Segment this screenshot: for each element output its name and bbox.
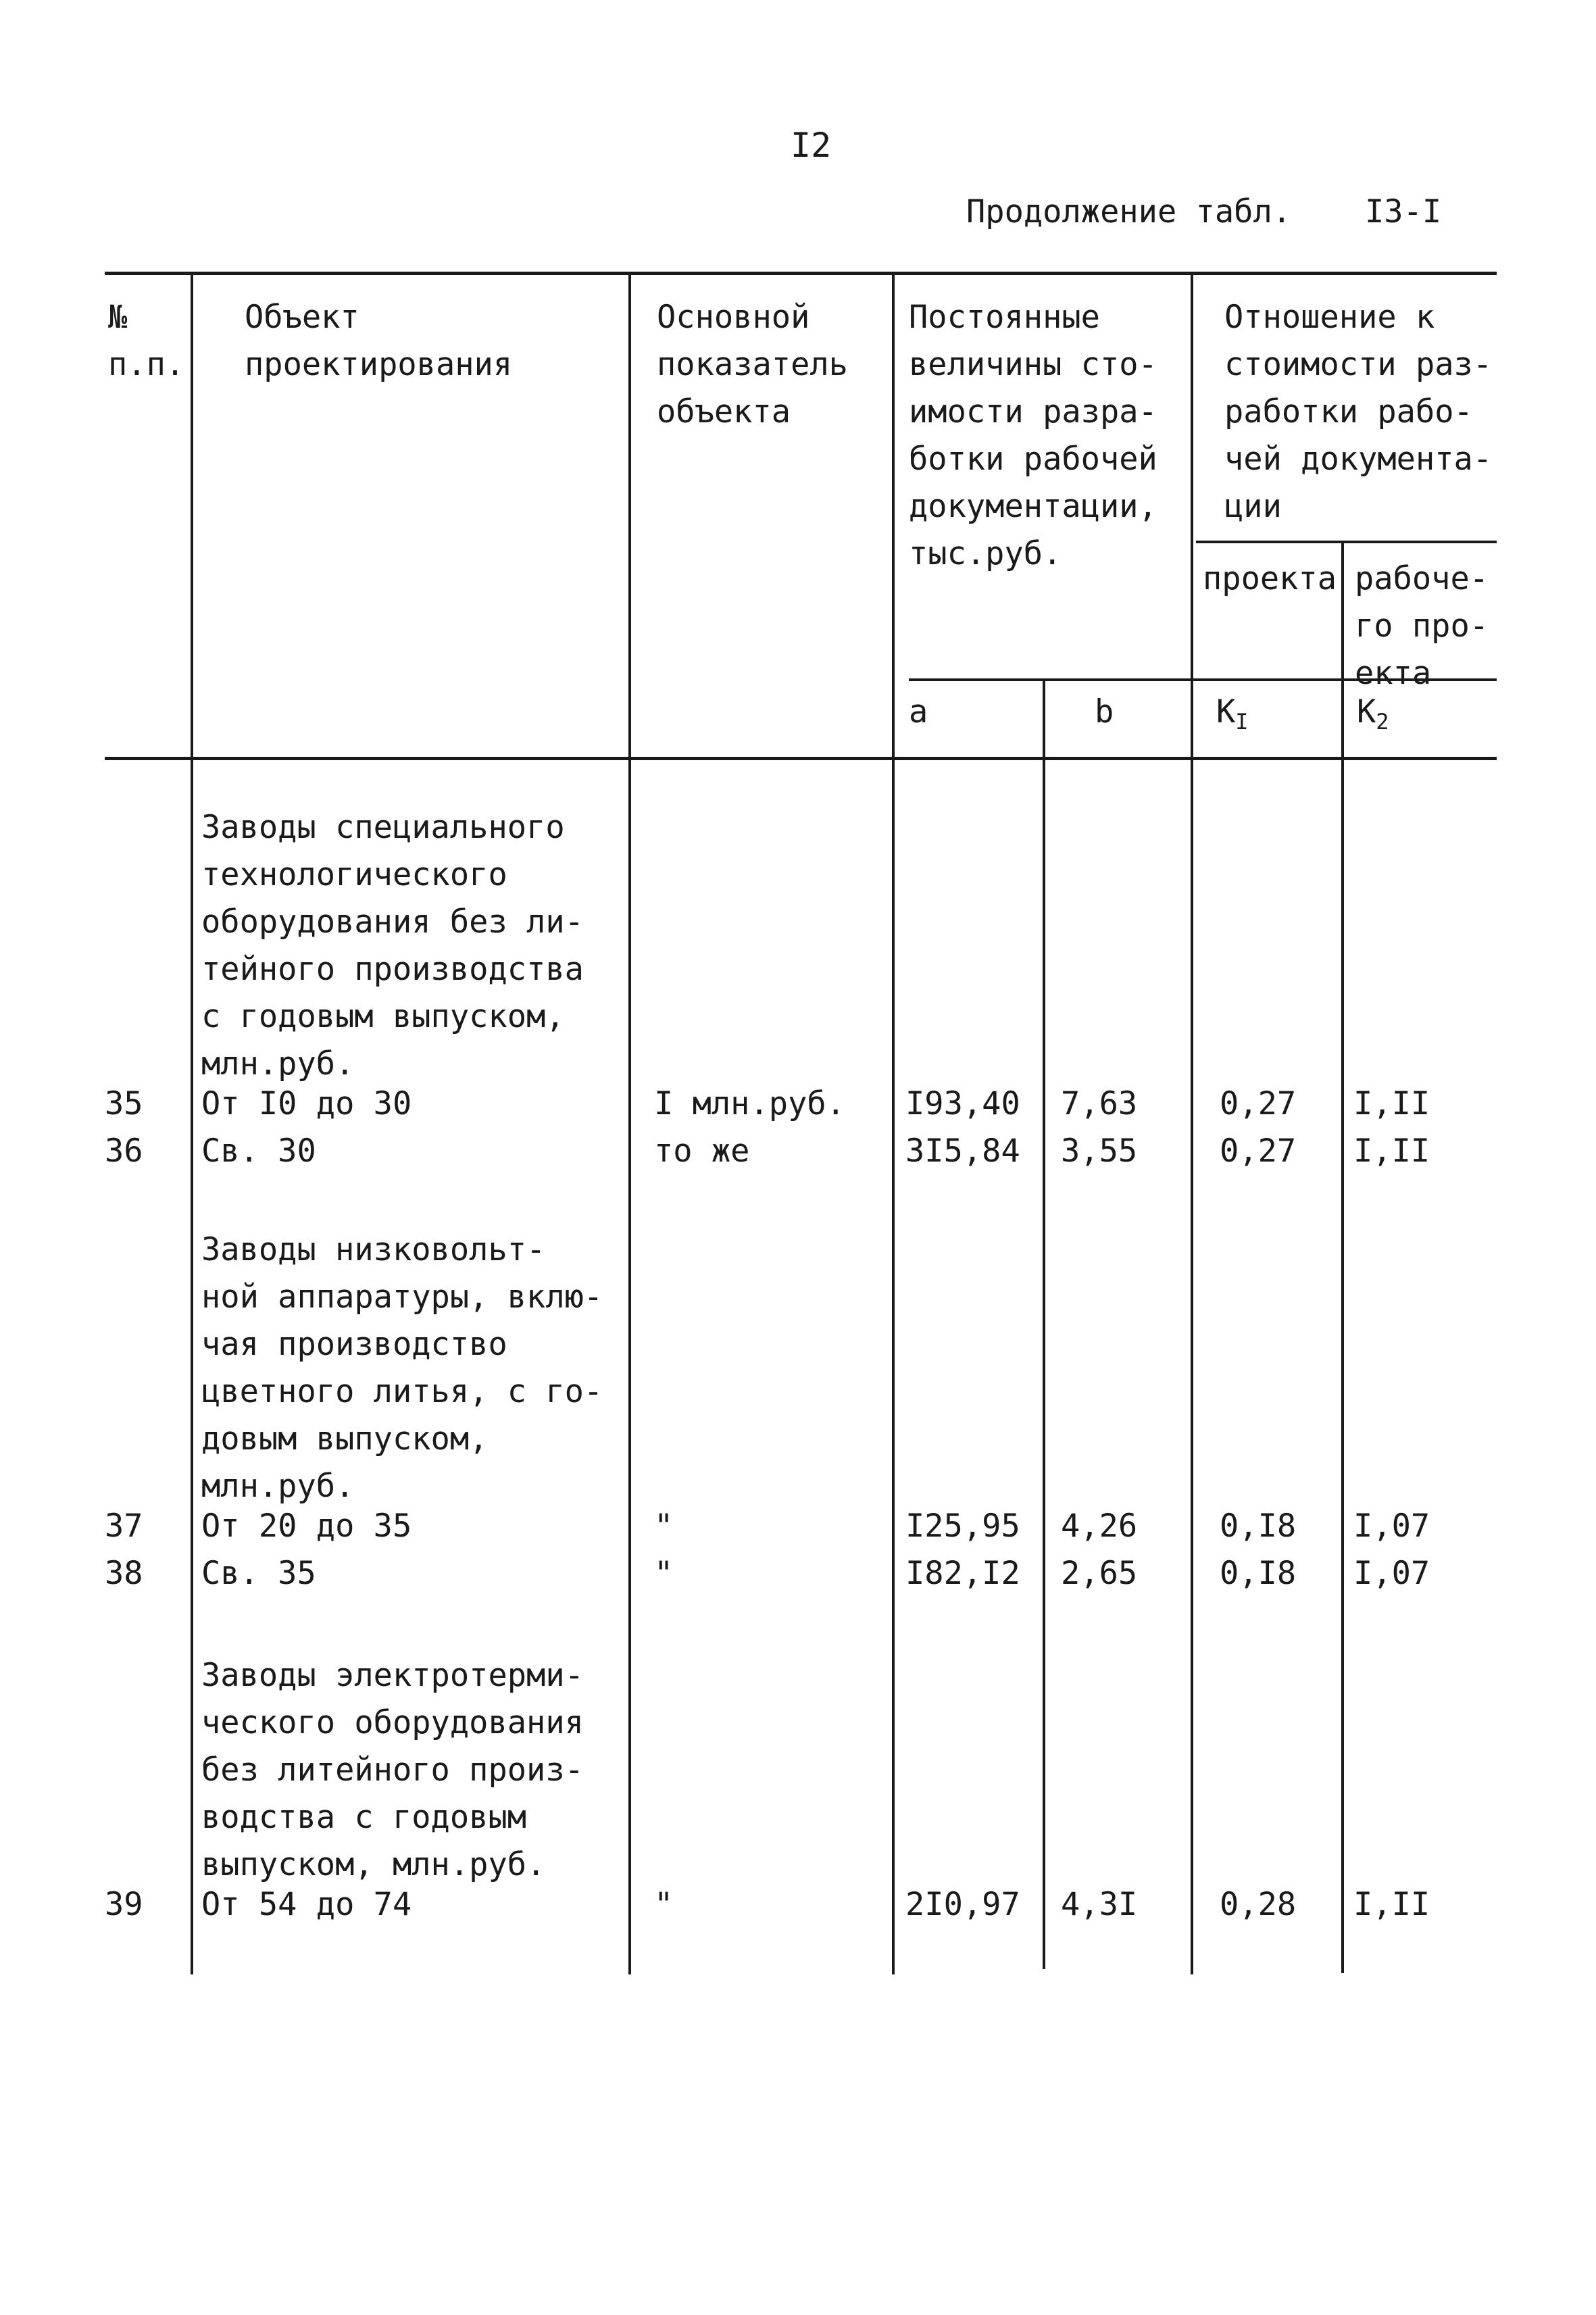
row-b: 4,26: [1061, 1508, 1138, 1545]
col-divider-3: [892, 272, 895, 1974]
row-object: От I0 до 30: [201, 1085, 412, 1122]
header-k2: [1357, 693, 1389, 735]
row-k1: 0,27: [1220, 1132, 1297, 1170]
header-ratio: Отношение к стоимости раз- работки рабо- чей документа- ции: [1224, 299, 1493, 525]
row-indicator: ": [654, 1886, 674, 1923]
header-bottom-rule: [105, 757, 1497, 760]
header-project: проекта: [1203, 560, 1337, 597]
continuation-label: Продолжение табл.: [966, 193, 1292, 230]
row-object: Св. 30: [201, 1132, 316, 1170]
page-number: I2: [791, 126, 832, 165]
k2-subscript: 2: [1376, 709, 1389, 735]
row-a: I82,I2: [905, 1555, 1020, 1592]
row-indicator: I млн.руб.: [654, 1085, 845, 1122]
group-title: Заводы специального технологического оборудования без ли- тейного производства с годовым выпуском, млн.руб.: [201, 809, 584, 1082]
col-divider-2: [628, 272, 631, 1974]
k1-letter: К: [1216, 693, 1236, 730]
row-object: От 20 до 35: [201, 1508, 412, 1545]
row-b: 7,63: [1061, 1085, 1138, 1122]
row-k2: I,07: [1353, 1508, 1430, 1545]
row-indicator: ": [654, 1555, 674, 1592]
header-constants: Постоянные величины сто- имости разра- ботки рабочей документации, тыс.руб.: [909, 299, 1157, 572]
row-k1: 0,I8: [1220, 1508, 1297, 1545]
row-k2: I,II: [1353, 1085, 1430, 1122]
row-k1: 0,27: [1220, 1085, 1297, 1122]
header-col-a: а: [909, 693, 928, 730]
col-divider-1: [191, 272, 193, 1974]
row-b: 2,65: [1061, 1555, 1138, 1592]
col-divider-6: [1341, 541, 1344, 1973]
group-title: Заводы низковольт- ной аппаратуры, вклю- чая производство цветного литья, с го- довым выпуском, млн.руб.: [201, 1231, 603, 1505]
table-top-rule: [105, 272, 1497, 275]
header-work-project: рабоче- го про- екта: [1355, 560, 1489, 692]
row-object: Св. 35: [201, 1555, 316, 1592]
col-divider-5: [1191, 272, 1193, 1974]
ratio-divider-rule: [1196, 541, 1497, 543]
row-k2: I,II: [1353, 1132, 1430, 1170]
header-num: № п.п.: [108, 299, 185, 383]
row-a: I25,95: [905, 1508, 1020, 1545]
row-a: 2I0,97: [905, 1886, 1020, 1923]
row-a: 3I5,84: [905, 1132, 1020, 1170]
row-a: I93,40: [905, 1085, 1020, 1122]
row-num: 35: [105, 1085, 143, 1122]
row-k2: I,07: [1353, 1555, 1430, 1592]
row-b: 3,55: [1061, 1132, 1138, 1170]
row-indicator: ": [654, 1508, 674, 1545]
row-num: 39: [105, 1886, 143, 1923]
header-indicator: Основной показатель объекта: [657, 299, 848, 430]
row-k2: I,II: [1353, 1886, 1430, 1923]
row-num: 38: [105, 1555, 143, 1592]
row-b: 4,3I: [1061, 1886, 1138, 1923]
row-indicator: то же: [654, 1132, 750, 1170]
k1-subscript: I: [1235, 709, 1249, 735]
header-object: Объект проектирования: [245, 299, 513, 383]
row-k1: 0,28: [1220, 1886, 1297, 1923]
header-col-b: b: [1095, 693, 1114, 730]
row-num: 37: [105, 1508, 143, 1545]
row-object: От 54 до 74: [201, 1886, 412, 1923]
k2-letter: К: [1357, 693, 1376, 730]
table-id: I3-I: [1365, 193, 1442, 230]
group-title: Заводы электротерми- ческого оборудования без литейного произ- водства с годовым выпуском, млн.руб.: [201, 1657, 584, 1883]
col-divider-4: [1043, 678, 1045, 1969]
header-k1: [1216, 693, 1249, 735]
row-k1: 0,I8: [1220, 1555, 1297, 1592]
row-num: 36: [105, 1132, 143, 1170]
